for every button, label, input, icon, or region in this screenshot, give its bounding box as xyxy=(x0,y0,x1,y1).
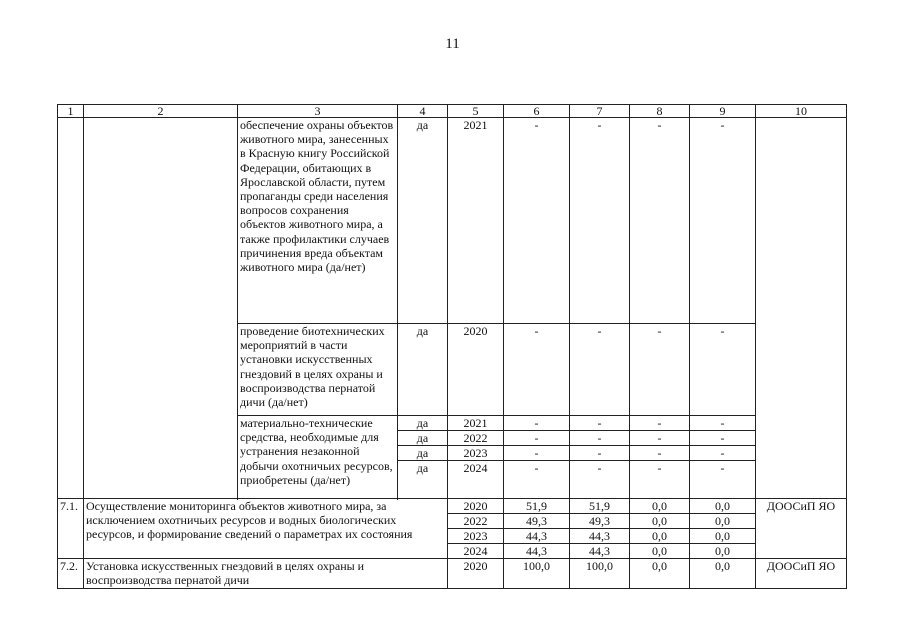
value-cell: 100,0 xyxy=(504,559,570,589)
year-cell: 2023 xyxy=(448,529,504,544)
header-row xyxy=(58,105,847,118)
value-cell: - xyxy=(504,431,570,446)
value-cell: - xyxy=(630,431,690,446)
value-cell: 0,0 xyxy=(630,499,690,514)
empty-cell xyxy=(756,118,847,499)
year-cell: 2021 xyxy=(448,118,504,324)
value-cell: - xyxy=(690,461,756,499)
header-cell: 1 xyxy=(58,105,84,118)
value-cell: - xyxy=(690,118,756,324)
year-cell: 2021 xyxy=(448,416,504,431)
item-title: Осуществление мониторинга объектов животного мира, за исключением охотничьих ресурсов и водных биологических ресурсов, и формирование сведений о параметрах их состояния xyxy=(84,499,448,559)
value-cell: - xyxy=(630,416,690,431)
value-cell: - xyxy=(570,461,630,499)
value-cell: 44,3 xyxy=(504,529,570,544)
value-cell: 44,3 xyxy=(570,529,630,544)
header-cell: 10 xyxy=(756,105,847,118)
value-cell: 44,3 xyxy=(504,544,570,559)
executor-cell: ДООСиП ЯО xyxy=(756,559,847,589)
value-cell: - xyxy=(570,446,630,461)
indicator-cell: проведение биотехнических мероприятий в части установки искусственных гнездовий в целях охраны и воспроизводства пернатой дичи (да/нет) xyxy=(238,324,398,416)
value-cell: 0,0 xyxy=(690,499,756,514)
value-cell: - xyxy=(570,416,630,431)
table-row xyxy=(58,559,847,589)
value-cell: 0,0 xyxy=(690,559,756,589)
header-cell: 4 xyxy=(398,105,448,118)
value-cell: 51,9 xyxy=(570,499,630,514)
value-cell: - xyxy=(630,446,690,461)
value-cell: - xyxy=(570,431,630,446)
value-cell: - xyxy=(570,324,630,416)
year-cell: 2020 xyxy=(448,559,504,589)
flag-cell: да xyxy=(398,416,448,431)
flag-cell: да xyxy=(398,461,448,499)
value-cell: - xyxy=(504,324,570,416)
year-cell: 2022 xyxy=(448,514,504,529)
program-table xyxy=(57,104,847,589)
year-cell: 2024 xyxy=(448,544,504,559)
header-cell: 9 xyxy=(690,105,756,118)
value-cell: - xyxy=(690,446,756,461)
page-number: 11 xyxy=(445,36,460,52)
value-cell: - xyxy=(690,324,756,416)
year-cell: 2023 xyxy=(448,446,504,461)
item-number: 7.2. xyxy=(58,559,84,589)
value-cell: 51,9 xyxy=(504,499,570,514)
value-cell: 44,3 xyxy=(570,544,630,559)
indicator-cell: материально-технические средства, необходимые для устранения незаконной добычи охотничьих ресурсов, приобретены (да/нет) xyxy=(238,416,398,499)
value-cell: 0,0 xyxy=(630,559,690,589)
header-cell: 7 xyxy=(570,105,630,118)
item-title: Установка искусственных гнездовий в целях охраны и воспроизводства пернатой дичи xyxy=(84,559,448,589)
value-cell: - xyxy=(690,431,756,446)
value-cell: 0,0 xyxy=(690,514,756,529)
flag-cell: да xyxy=(398,118,448,324)
value-cell: - xyxy=(630,324,690,416)
value-cell: - xyxy=(630,461,690,499)
header-cell: 2 xyxy=(84,105,238,118)
empty-cell xyxy=(84,118,238,499)
value-cell: - xyxy=(690,416,756,431)
year-cell: 2022 xyxy=(448,431,504,446)
year-cell: 2020 xyxy=(448,499,504,514)
value-cell: 0,0 xyxy=(630,514,690,529)
flag-cell: да xyxy=(398,446,448,461)
value-cell: 0,0 xyxy=(630,529,690,544)
value-cell: 0,0 xyxy=(690,529,756,544)
empty-cell xyxy=(58,118,84,499)
value-cell: - xyxy=(504,461,570,499)
indicator-cell: обеспечение охраны объектов животного мира, занесенных в Красную книгу Российской Федерации, обитающих в Ярославской области, путем пропаганды среди населения вопросов сохранения объектов животного мира, а также профилактики случаев причинения вреда объектам животного мира (да/нет) xyxy=(238,118,398,324)
header-cell: 5 xyxy=(448,105,504,118)
item-number: 7.1. xyxy=(58,499,84,559)
table-row xyxy=(58,118,847,324)
value-cell: - xyxy=(504,416,570,431)
table-row xyxy=(58,499,847,514)
value-cell: 49,3 xyxy=(504,514,570,529)
header-cell: 6 xyxy=(504,105,570,118)
value-cell: 0,0 xyxy=(690,544,756,559)
year-cell: 2020 xyxy=(448,324,504,416)
header-cell: 8 xyxy=(630,105,690,118)
year-cell: 2024 xyxy=(448,461,504,499)
flag-cell: да xyxy=(398,324,448,416)
value-cell: 0,0 xyxy=(630,544,690,559)
header-cell: 3 xyxy=(238,105,398,118)
flag-cell: да xyxy=(398,431,448,446)
value-cell: - xyxy=(570,118,630,324)
value-cell: - xyxy=(630,118,690,324)
value-cell: - xyxy=(504,446,570,461)
value-cell: - xyxy=(504,118,570,324)
value-cell: 49,3 xyxy=(570,514,630,529)
executor-cell: ДООСиП ЯО xyxy=(756,499,847,559)
value-cell: 100,0 xyxy=(570,559,630,589)
